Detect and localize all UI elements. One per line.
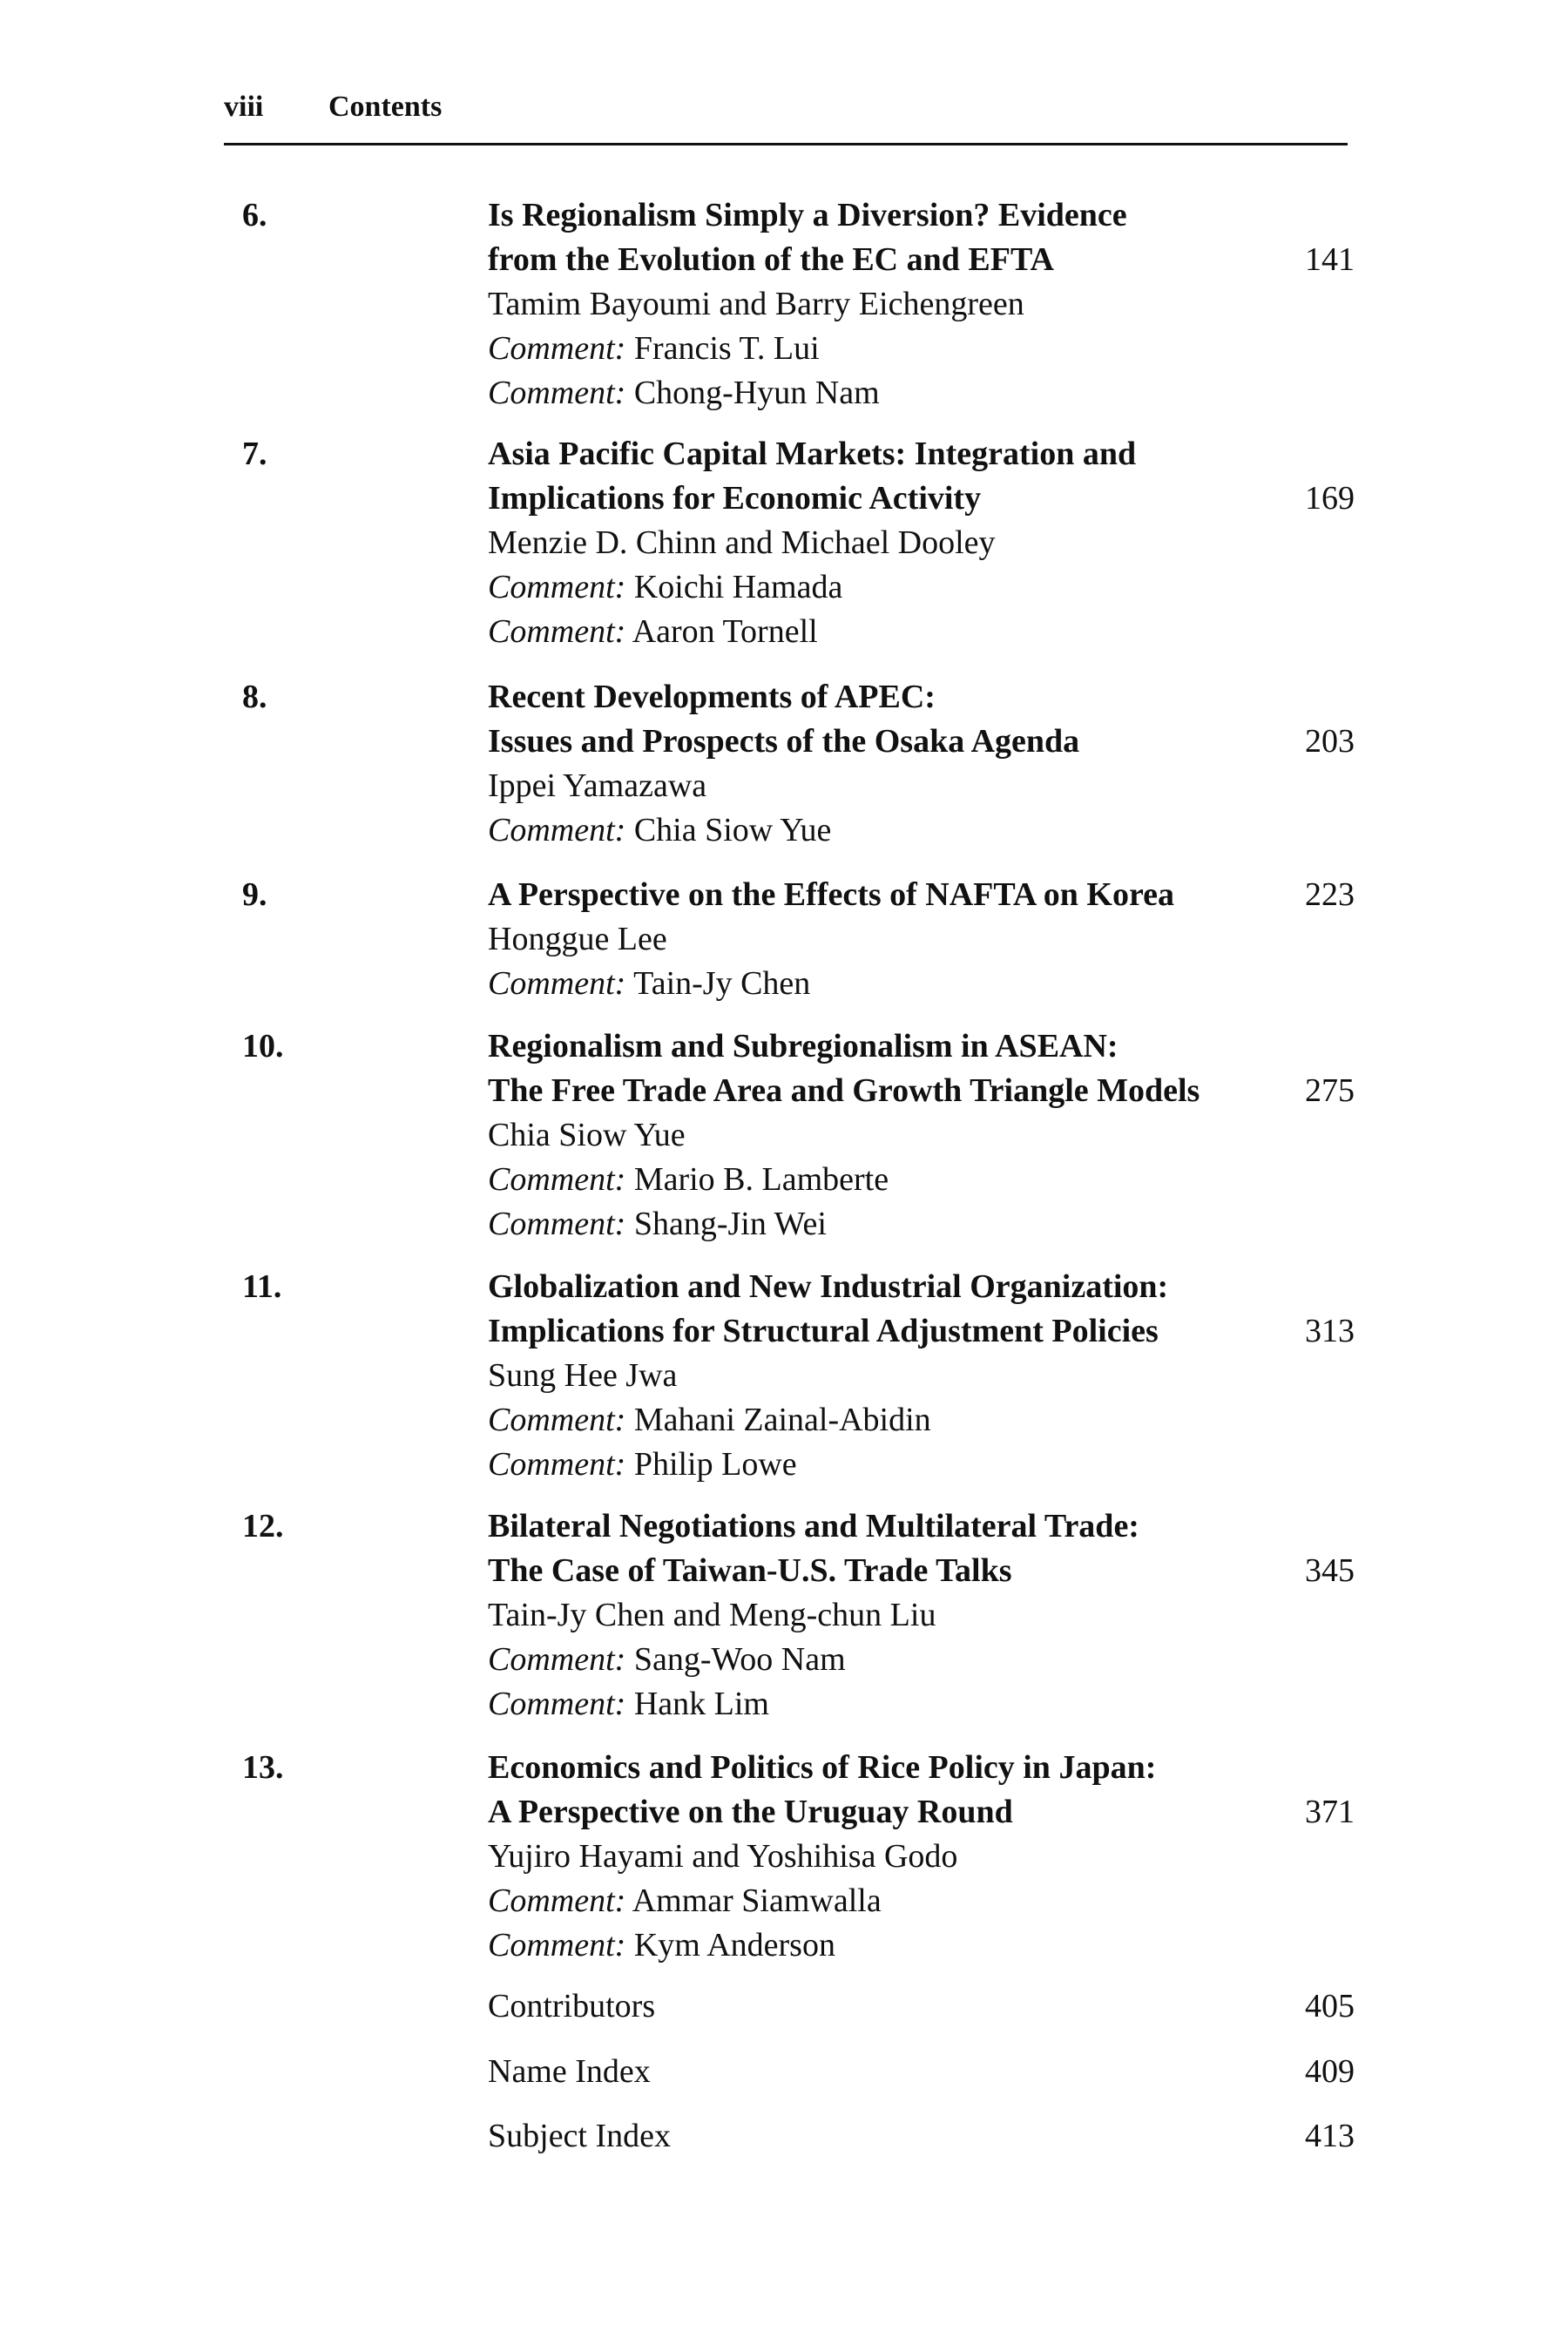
commenter-name: Chong-Hyun Nam: [633, 375, 880, 411]
comment-label: Comment:: [488, 1446, 626, 1483]
chapter-body: [488, 1024, 1289, 1247]
comment-label: Comment:: [488, 1402, 626, 1438]
commenter-name: Aaron Tornell: [632, 613, 818, 650]
chapter-number: 10.: [242, 1028, 284, 1064]
chapter-title-line: Implications for Economic Activity: [488, 480, 982, 517]
comment-label: Comment:: [488, 1686, 626, 1722]
chapter-title-line: Implications for Structural Adjustment Policies: [488, 1313, 1159, 1349]
chapter-page-number: 223: [1305, 876, 1355, 913]
chapter-number: 13.: [242, 1749, 284, 1786]
backmatter-label: Subject Index: [488, 2118, 672, 2154]
chapter-authors: Sung Hee Jwa: [488, 1357, 678, 1394]
chapter-body: [488, 1265, 1289, 1487]
chapter-title-line: Is Regionalism Simply a Diversion? Evidence: [488, 197, 1127, 233]
chapter-body: [488, 873, 1289, 1006]
chapter-comment: [488, 371, 1289, 416]
chapter-comment: [488, 962, 1289, 1006]
chapter-comment: [488, 1443, 1289, 1487]
commenter-name: Mahani Zainal-Abidin: [633, 1402, 931, 1438]
chapter-number: 7.: [242, 436, 267, 472]
chapter-title: [488, 1024, 1289, 1113]
chapter-authors: Tain-Jy Chen and Meng-chun Liu: [488, 1597, 936, 1633]
commenter-name: Tain-Jy Chen: [633, 965, 811, 1002]
chapter-comment: [488, 1923, 1289, 1968]
chapter-body: [488, 1746, 1289, 1968]
toc-entry-name-index[interactable]: [488, 2050, 1355, 2094]
comment-label: Comment:: [488, 1927, 626, 1963]
chapter-number: 8.: [242, 679, 267, 715]
chapter-title-line: The Case of Taiwan-U.S. Trade Talks: [488, 1552, 1012, 1589]
chapter-authors: Honggue Lee: [488, 921, 667, 957]
chapter-authors: Yujiro Hayami and Yoshihisa Godo: [488, 1838, 958, 1875]
running-head-title: Contents: [328, 91, 443, 123]
chapter-number: 6.: [242, 197, 267, 233]
chapter-body: [488, 675, 1289, 853]
chapter-title: [488, 1265, 1289, 1354]
chapter-comment: [488, 610, 1289, 654]
chapter-title-line: Asia Pacific Capital Markets: Integration and: [488, 436, 1137, 472]
running-head: [224, 91, 1348, 145]
chapter-title: [488, 1504, 1289, 1593]
chapter-comment: [488, 1158, 1289, 1202]
chapter-title-line: A Perspective on the Effects of NAFTA on Korea: [488, 876, 1174, 913]
chapter-title: [488, 675, 1289, 764]
chapter-title: [488, 873, 1289, 917]
comment-label: Comment:: [488, 812, 626, 848]
commenter-name: Koichi Hamada: [633, 569, 843, 605]
chapter-title: [488, 432, 1289, 521]
chapter-page-number: 169: [1305, 480, 1355, 517]
chapter-title: [488, 1746, 1289, 1835]
chapter-title-line: Economics and Politics of Rice Policy in Japan:: [488, 1749, 1157, 1786]
chapter-number: 12.: [242, 1508, 284, 1544]
chapter-title-line: Recent Developments of APEC:: [488, 679, 936, 715]
commenter-name: Hank Lim: [633, 1686, 769, 1722]
toc-entry-subject-index[interactable]: [488, 2114, 1355, 2159]
chapter-title: [488, 193, 1289, 282]
backmatter-label: Name Index: [488, 2053, 651, 2090]
backmatter-label: Contributors: [488, 1988, 656, 2024]
commenter-name: Kym Anderson: [633, 1927, 835, 1963]
comment-label: Comment:: [488, 569, 626, 605]
chapter-body: [488, 432, 1289, 654]
chapter-body: [488, 1504, 1289, 1727]
commenter-name: Philip Lowe: [633, 1446, 797, 1483]
commenter-name: Shang-Jin Wei: [633, 1206, 827, 1242]
commenter-name: Chia Siow Yue: [633, 812, 832, 848]
chapter-comment: [488, 808, 1289, 853]
backmatter-page-number: 409: [1305, 2053, 1355, 2090]
chapter-title-line: Globalization and New Industrial Organization:: [488, 1268, 1169, 1305]
commenter-name: Sang-Woo Nam: [633, 1641, 846, 1678]
comment-label: Comment:: [488, 613, 626, 650]
chapter-comment: [488, 1682, 1289, 1727]
chapter-comment: [488, 1202, 1289, 1247]
commenter-name: Francis T. Lui: [633, 330, 820, 367]
chapter-page-number: 203: [1305, 723, 1355, 760]
chapter-comment: [488, 1879, 1289, 1923]
toc-entry-contributors[interactable]: [488, 1984, 1355, 2029]
chapter-comment: [488, 1398, 1289, 1443]
chapter-page-number: 275: [1305, 1072, 1355, 1109]
chapter-title-line: Issues and Prospects of the Osaka Agenda: [488, 723, 1080, 760]
chapter-title-line: from the Evolution of the EC and EFTA: [488, 241, 1054, 278]
comment-label: Comment:: [488, 1882, 626, 1919]
comment-label: Comment:: [488, 330, 626, 367]
chapter-comment: [488, 565, 1289, 610]
chapter-authors: Ippei Yamazawa: [488, 767, 707, 804]
comment-label: Comment:: [488, 375, 626, 411]
chapter-page-number: 345: [1305, 1552, 1355, 1589]
chapter-number: 9.: [242, 876, 267, 913]
backmatter-page-number: 405: [1305, 1988, 1355, 2024]
chapter-authors: Menzie D. Chinn and Michael Dooley: [488, 524, 996, 561]
chapter-page-number: 371: [1305, 1794, 1355, 1830]
chapter-body: [488, 193, 1289, 416]
commenter-name: Ammar Siamwalla: [632, 1882, 882, 1919]
comment-label: Comment:: [488, 965, 626, 1002]
chapter-number: 11.: [242, 1268, 282, 1305]
chapter-authors: Chia Siow Yue: [488, 1117, 686, 1153]
chapter-title-line: The Free Trade Area and Growth Triangle Models: [488, 1072, 1200, 1109]
chapter-authors: Tamim Bayoumi and Barry Eichengreen: [488, 286, 1024, 322]
chapter-title-line: Bilateral Negotiations and Multilateral Trade:: [488, 1508, 1139, 1544]
comment-label: Comment:: [488, 1641, 626, 1678]
chapter-title-line: Regionalism and Subregionalism in ASEAN:: [488, 1028, 1119, 1064]
commenter-name: Mario B. Lamberte: [633, 1161, 889, 1198]
page-folio: viii: [224, 91, 264, 123]
chapter-page-number: 141: [1305, 241, 1355, 278]
comment-label: Comment:: [488, 1161, 626, 1198]
chapter-title-line: A Perspective on the Uruguay Round: [488, 1794, 1013, 1830]
chapter-page-number: 313: [1305, 1313, 1355, 1349]
chapter-comment: [488, 327, 1289, 371]
backmatter-page-number: 413: [1305, 2118, 1355, 2154]
chapter-comment: [488, 1638, 1289, 1682]
comment-label: Comment:: [488, 1206, 626, 1242]
